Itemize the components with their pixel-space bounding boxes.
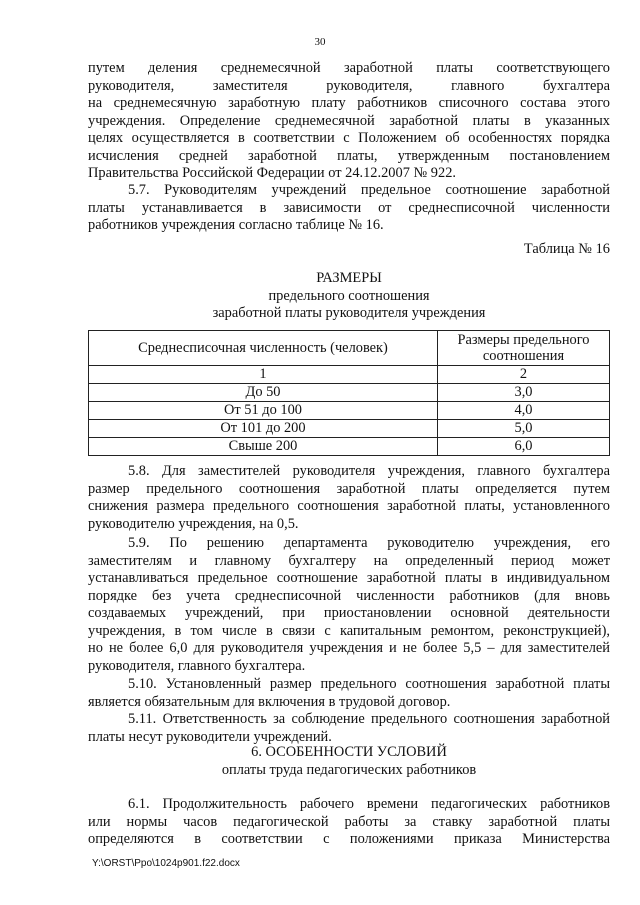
table-row bbox=[89, 420, 610, 438]
table-numbering-row bbox=[89, 366, 610, 384]
table-title-line: предельного соотношения bbox=[268, 287, 430, 304]
paragraph-6-1 bbox=[88, 796, 610, 849]
table-title bbox=[88, 270, 610, 323]
header-cell: Среднесписочная численность (человек) bbox=[89, 331, 438, 366]
text-line: или нормы часов педагогической работы за ставку заработной платы bbox=[88, 813, 610, 830]
text-line: 5.7. Руководителям учреждений предельное соотношение заработной bbox=[128, 182, 610, 198]
numbering-cell: 1 bbox=[89, 366, 438, 384]
text-line: 5.9. По решению департамента руководителю учреждения, его bbox=[128, 535, 610, 551]
table-row bbox=[89, 384, 610, 402]
range-cell: Свыше 200 bbox=[89, 438, 438, 456]
text-line: учреждения, в том числе в связи с капитальным ремонтом, реконструкцией), bbox=[88, 622, 610, 639]
paragraph-5-10 bbox=[88, 676, 610, 711]
table-label: Таблица № 16 bbox=[523, 241, 610, 257]
table-title-line: РАЗМЕРЫ bbox=[316, 270, 382, 286]
table-header-row bbox=[89, 331, 610, 366]
text-line: целях осуществляется в соответствии с Положением об особенностях порядка bbox=[88, 130, 610, 146]
text-line: 5.11. Ответственность за соблюдение предельного соотношения заработной bbox=[128, 711, 610, 727]
value-cell: 3,0 bbox=[438, 384, 610, 402]
text-line: учреждения. Определение среднемесячной заработной платы в указанных bbox=[88, 112, 610, 129]
value-cell: 4,0 bbox=[438, 402, 610, 420]
numbering-cell: 2 bbox=[438, 366, 610, 384]
text-line: размер предельного соотношения заработной платы определяется путем bbox=[88, 480, 610, 497]
text-line: руководителю учреждения, на 0,5. bbox=[88, 515, 299, 532]
text-line: исчисления средней заработной платы, утвержденным постановлением bbox=[88, 147, 610, 164]
paragraph-5-8 bbox=[88, 463, 610, 533]
text-line: 5.10. Установленный размер предельного соотношения заработной платы bbox=[128, 676, 610, 692]
header-cell: Размеры предельного соотношения bbox=[438, 331, 610, 366]
text-line: заместителям и главному бухгалтеру на определенный период может bbox=[88, 552, 610, 569]
table-title-line: заработной платы руководителя учреждения bbox=[212, 305, 486, 321]
section-heading-title: 6. ОСОБЕННОСТИ УСЛОВИЙ bbox=[251, 744, 447, 760]
table-row bbox=[89, 402, 610, 420]
section-heading bbox=[88, 744, 610, 779]
value-cell: 5,0 bbox=[438, 420, 610, 438]
text-line: снижения размера предельного соотношения заработной платы, установленного bbox=[88, 498, 610, 514]
value-cell: 6,0 bbox=[438, 438, 610, 456]
range-cell: От 101 до 200 bbox=[89, 420, 438, 438]
text-line: создаваемых учреждений, при приостановлении основной деятельности bbox=[88, 605, 610, 621]
text-line: путем деления среднемесячной заработной платы соответствующего bbox=[88, 60, 610, 76]
paragraph-5-7 bbox=[88, 182, 610, 235]
text-line: работников учреждения согласно таблице № 16. bbox=[88, 217, 384, 233]
text-line: руководителя, заместителя руководителя, главного бухгалтера bbox=[88, 77, 610, 94]
text-line: Правительства Российской Федерации от 24.12.2007 № 922. bbox=[88, 165, 456, 181]
text-line: платы устанавливается в зависимости от среднесписочной численности bbox=[88, 199, 610, 216]
text-line: платы несут руководители учреждений. bbox=[88, 728, 332, 745]
text-line: руководителя, главного бухгалтера. bbox=[88, 657, 306, 674]
limits-table bbox=[88, 330, 610, 456]
section-heading-subtitle: оплаты труда педагогических работников bbox=[221, 761, 477, 778]
text-line: 5.8. Для заместителей руководителя учреждения, главного бухгалтера bbox=[128, 463, 610, 479]
text-line: определяются в соответствии с положениями приказа Министерства bbox=[88, 831, 610, 847]
range-cell: До 50 bbox=[89, 384, 438, 402]
text-line: на среднемесячную заработную плату работников списочного состава этого bbox=[88, 95, 610, 111]
footer-file-path: Y:\ORST\Ppo\1024p901.f22.docx bbox=[92, 858, 240, 869]
text-line: порядке без учета среднесписочной численности работников (для вновь bbox=[88, 587, 610, 604]
paragraph-5-9 bbox=[88, 535, 610, 675]
range-cell: От 51 до 100 bbox=[89, 402, 438, 420]
text-line: является обязательным для включения в трудовой договор. bbox=[88, 693, 451, 710]
table-row bbox=[89, 438, 610, 456]
text-line: устанавливаться предельное соотношение заработной платы в индивидуальном bbox=[88, 570, 610, 586]
paragraph-intro bbox=[88, 60, 610, 183]
page-number: 30 bbox=[314, 36, 326, 48]
text-line: но не более 6,0 для руководителя учреждения и не более 5,5 – для заместителей bbox=[88, 640, 610, 656]
paragraph-5-11 bbox=[88, 711, 610, 746]
text-line: 6.1. Продолжительность рабочего времени педагогических работников bbox=[128, 796, 610, 812]
